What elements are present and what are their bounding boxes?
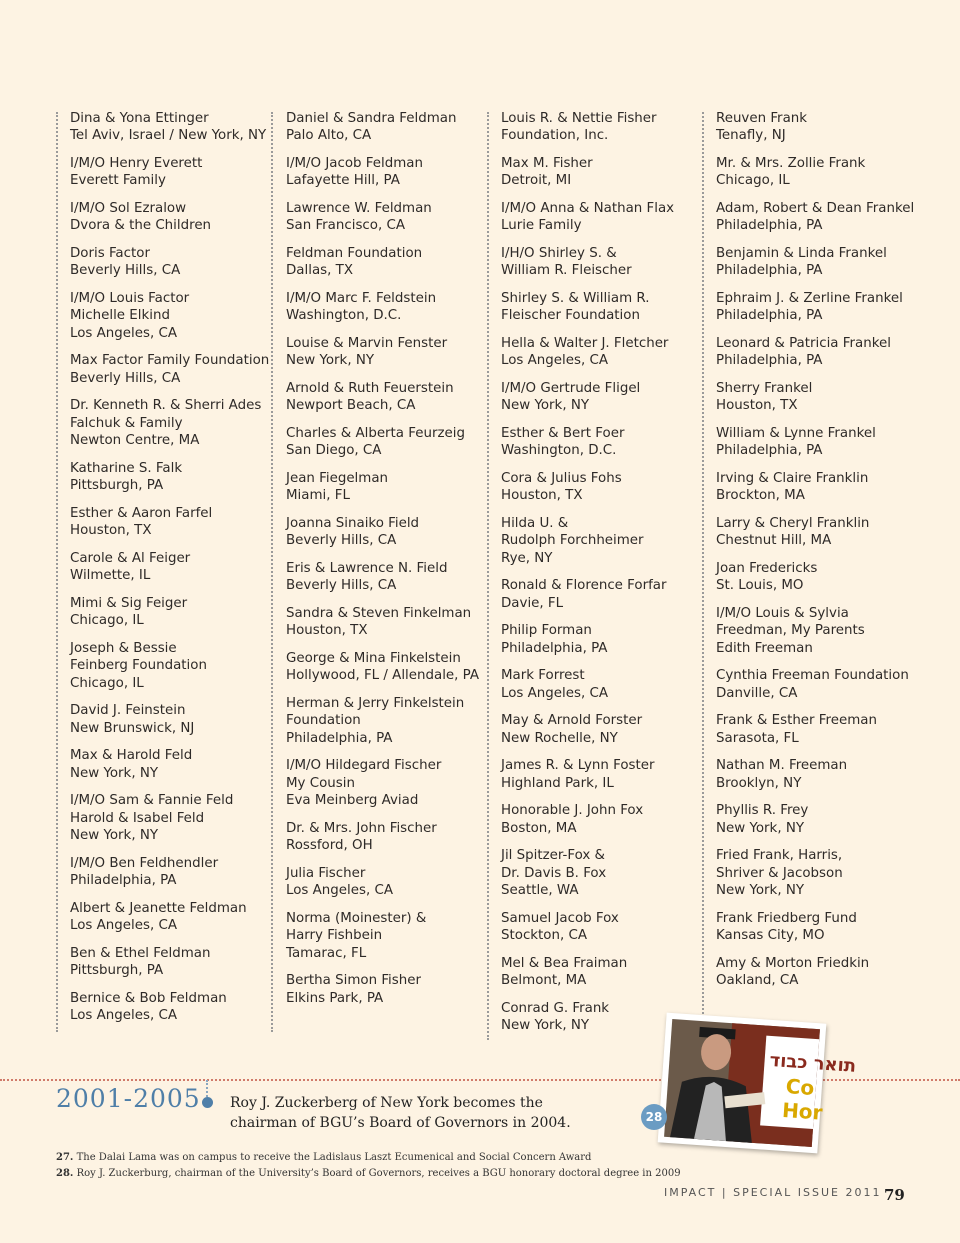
donor-detail: Houston, TX [501,488,583,504]
donor-detail: My Cousin [286,775,355,791]
donor-name: Herman & Jerry Finkelstein [286,696,465,711]
donor-entry [716,955,914,990]
donor-entry [70,110,269,145]
donor-detail: Beverly Hills, CA [286,578,397,594]
donor-name: Ephraim J. & Zerline Frankel [716,291,903,306]
donor-entry [286,290,479,325]
donor-entry [286,155,479,190]
donor-detail: Beverly Hills, CA [70,263,181,279]
donor-detail: Lurie Family [501,218,582,234]
donor-name: Phyllis R. Frey [716,803,809,819]
donor-entry [286,425,479,460]
donor-name: May & Arnold Forster [501,713,643,729]
donor-detail: Brooklyn, NY [716,775,802,791]
donor-detail: New York, NY [501,398,590,414]
donor-name: Jil Spitzer-Fox & [501,848,605,864]
photo-badge: 28 [641,1104,667,1130]
donor-name: Max & Harold Feld [70,748,193,764]
donor-detail: Elkins Park, PA [286,990,384,1006]
footnote: 27. The Dalai Lama was on campus to receive the Ladislaus Laszt Ecumenical and Social Concern Award [56,1152,592,1163]
donor-detail: Chicago, IL [70,675,144,691]
donor-name: Bernice & Bob Feldman [70,990,227,1006]
donor-detail: Pittsburgh, PA [70,963,164,979]
donor-entry [286,110,479,145]
donor-entry [501,910,674,945]
donor-entry [70,550,269,585]
donor-detail: Beverly Hills, CA [286,533,397,549]
donor-entry [286,380,479,415]
donor-name: I/M/O Louis Factor [70,291,190,306]
donor-name: Julia Fischer [286,865,366,881]
donor-name: Dr. & Mrs. John Fischer [286,820,437,836]
donor-detail: Philadelphia, PA [716,443,823,459]
donor-name: Sandra & Steven Finkelman [286,606,472,621]
donor-name: Leonard & Patricia Frankel [716,336,891,351]
donor-detail: Chicago, IL [70,613,144,629]
donor-detail: New York, NY [70,828,159,844]
donor-detail: Danville, CA [716,685,798,701]
donor-name: Dr. Kenneth R. & Sherri Ades [70,398,262,414]
donor-name: Cora & Julius Fohs [501,471,622,486]
donor-name: Samuel Jacob Fox [501,910,619,926]
donor-name: Mel & Bea Fraiman [501,955,628,971]
donor-name: I/M/O Gertrude Fligel [501,381,641,396]
donor-detail: Pittsburgh, PA [70,478,164,494]
donor-entry [501,577,674,612]
donor-column-2 [286,110,479,1017]
graduation-photo [664,1019,857,1147]
donor-column-1 [70,110,269,1035]
publication-footer: IMPACT | SPECIAL ISSUE 2011 [664,1186,882,1199]
donor-detail: Los Angeles, CA [70,1008,177,1024]
donor-detail: New Brunswick, NJ [70,720,195,736]
donor-entry [716,667,914,702]
donor-name: Carole & Al Feiger [70,550,191,566]
donor-name: Ben & Ethel Feldman [70,945,211,961]
donor-entry [286,605,479,640]
donor-name: Joanna Sinaiko Field [286,516,420,531]
donor-column-4 [716,110,914,1000]
donor-entry [286,200,479,235]
donor-entry [716,847,914,899]
donor-entry [501,380,674,415]
donor-entry [501,667,674,702]
donor-detail: Harold & Isabel Feld [70,810,205,826]
donor-name: James R. & Lynn Foster [501,758,655,774]
donor-detail: Houston, TX [70,523,152,539]
donor-detail: Palo Alto, CA [286,128,372,144]
donor-entry [70,640,269,692]
donor-name: I/M/O Anna & Nathan Flax [501,201,675,216]
donor-entry [501,622,674,657]
donor-name: Honorable J. John Fox [501,803,644,819]
donor-entry [716,380,914,415]
donor-detail: Davie, FL [501,595,564,611]
donor-entry [501,290,674,325]
donor-entry [286,695,479,747]
donor-entry [716,110,914,145]
donor-entry [716,605,914,657]
donor-entry [286,560,479,595]
donor-detail: Houston, TX [286,623,368,639]
donor-detail: Philadelphia, PA [716,308,823,324]
donor-name: Joan Fredericks [716,561,818,576]
donor-name: Katharine S. Falk [70,460,183,476]
timeline-text: Roy J. Zuckerberg of New York becomes the chairman of BGU’s Board of Governors in 2004. [230,1095,571,1131]
donor-name: I/M/O Marc F. Feldstein [286,291,437,306]
donor-detail: Stockton, CA [501,928,588,944]
donor-detail: Rossford, OH [286,838,373,854]
banner-hebrew-text: תואר כבוד [768,1049,857,1077]
donor-entry [70,352,269,387]
donor-entry [501,335,674,370]
donor-name: Louise & Marvin Fenster [286,336,448,351]
donor-entry [70,460,269,495]
donor-name: Dina & Yona Ettinger [70,111,209,126]
donor-entry [716,470,914,505]
donor-name: Albert & Jeanette Feldman [70,900,247,916]
donor-detail: Fleischer Foundation [501,308,640,324]
donor-name: I/M/O Henry Everett [70,156,203,171]
donor-name: Charles & Alberta Feurzeig [286,426,465,441]
donor-entry [716,425,914,460]
donor-detail: Los Angeles, CA [70,918,177,934]
donor-entry [716,712,914,747]
donor-detail: Dallas, TX [286,263,354,279]
donor-detail: Chicago, IL [716,173,790,189]
donor-detail: Miami, FL [286,488,350,504]
donor-entry [501,200,674,235]
donor-detail: Beverly Hills, CA [70,370,181,386]
donor-name: Mimi & Sig Feiger [70,595,188,611]
donor-entry [70,990,269,1025]
donor-entry [70,747,269,782]
donor-detail: Falchuk & Family [70,415,183,431]
donor-entry [70,290,269,342]
donor-detail: New York, NY [501,1018,590,1034]
donor-name: William & Lynne Frankel [716,426,876,441]
donor-entry [70,245,269,280]
donor-detail: Chestnut Hill, MA [716,533,832,549]
donor-entry [286,245,479,280]
column-divider [271,112,273,1032]
donor-detail: St. Louis, MO [716,578,804,594]
donor-detail: Brockton, MA [716,488,805,504]
donor-detail: Philadelphia, PA [70,873,177,889]
donor-name: I/M/O Hildegard Fischer [286,758,442,774]
donor-entry [286,910,479,962]
donor-name: Mr. & Mrs. Zollie Frank [716,156,866,171]
page-number: 79 [884,1186,905,1204]
donor-entry [501,155,674,190]
donor-entry [70,945,269,980]
donor-name: Irving & Claire Franklin [716,471,869,486]
donor-name: Nathan M. Freeman [716,758,848,774]
donor-detail: New York, NY [716,820,805,836]
donor-detail: Washington, D.C. [286,308,402,324]
donor-entry [286,470,479,505]
donor-entry [70,595,269,630]
donor-name: I/M/O Ben Feldhendler [70,855,219,871]
donor-entry [70,702,269,737]
donor-name: Sherry Frankel [716,381,813,396]
donor-entry [70,200,269,235]
donor-detail: New York, NY [716,883,805,899]
donor-detail: Boston, MA [501,820,577,836]
donor-name: Fried Frank, Harris, [716,848,843,864]
donor-entry [716,802,914,837]
donor-entry [716,290,914,325]
donor-detail: Freedman, My Parents [716,623,865,639]
donor-name: Hilda U. & [501,516,569,531]
donor-entry [501,425,674,460]
donor-detail: Detroit, MI [501,173,572,189]
donor-entry [716,910,914,945]
donor-detail: Houston, TX [716,398,798,414]
donor-detail: Wilmette, IL [70,568,151,584]
donor-column-3 [501,110,674,1045]
donor-name: Arnold & Ruth Feuerstein [286,381,454,396]
donor-name: Frank Friedberg Fund [716,910,857,926]
donor-entry [501,470,674,505]
donor-entry [501,802,674,837]
donor-name: Shirley S. & William R. [501,291,650,306]
donor-name: Feldman Foundation [286,246,423,261]
donor-name: Mark Forrest [501,668,585,684]
donor-detail: Rudolph Forchheimer [501,533,644,549]
donor-detail: Los Angeles, CA [501,353,608,369]
donor-entry [501,712,674,747]
donor-name: Max Factor Family Foundation [70,353,270,369]
donor-entry [501,757,674,792]
donor-entry [286,757,479,809]
donor-entry [70,505,269,540]
donor-detail: Los Angeles, CA [501,685,608,701]
donor-detail: Philadelphia, PA [716,218,823,234]
donor-name: Philip Forman [501,623,592,639]
donor-detail: New Rochelle, NY [501,730,618,746]
donor-name: Esther & Bert Foer [501,426,625,441]
donor-entry [501,955,674,990]
donor-entry [70,900,269,935]
donor-name: Lawrence W. Feldman [286,201,432,216]
donor-entry [501,1000,674,1035]
column-divider [702,112,704,1014]
donor-name: Ronald & Florence Forfar [501,578,667,594]
donor-name: Norma (Moinester) & [286,910,427,926]
donor-detail: Sarasota, FL [716,730,799,746]
donor-entry [70,792,269,844]
donor-detail: Seattle, WA [501,883,579,899]
donor-detail: Lafayette Hill, PA [286,173,400,189]
donor-entry [286,650,479,685]
donor-entry [501,110,674,145]
donor-detail: Oakland, CA [716,973,799,989]
donor-detail: Michelle Elkind [70,308,170,324]
donor-entry [70,155,269,190]
donor-detail: Eva Meinberg Aviad [286,793,419,809]
donor-detail: New York, NY [286,353,375,369]
donor-detail: Foundation [286,713,361,729]
donor-name: Max M. Fisher [501,156,593,171]
donor-entry [286,972,479,1007]
donor-name: I/M/O Louis & Sylvia [716,606,849,621]
donor-name: Larry & Cheryl Franklin [716,516,870,531]
donor-detail: Tel Aviv, Israel / New York, NY [70,128,267,144]
donor-detail: Dr. Davis B. Fox [501,865,607,881]
donor-name: Eris & Lawrence N. Field [286,561,448,576]
banner-text: Co [785,1074,816,1101]
donor-name: Benjamin & Linda Frankel [716,246,887,261]
donor-detail: Philadelphia, PA [286,730,393,746]
donor-name: Amy & Morton Friedkin [716,955,870,971]
donor-detail: Newport Beach, CA [286,398,416,414]
photo [658,1013,857,1154]
donor-detail: Dvora & the Children [70,218,212,234]
donor-detail: Hollywood, FL / Allendale, PA [286,668,480,684]
donor-name: George & Mina Finkelstein [286,651,461,666]
donor-detail: Los Angeles, CA [286,883,393,899]
donor-detail: Harry Fishbein [286,928,383,944]
donor-entry [716,335,914,370]
donor-entry [716,515,914,550]
donor-detail: Los Angeles, CA [70,325,177,341]
donor-entry [716,245,914,280]
donor-name: Conrad G. Frank [501,1000,610,1016]
timeline-dot [202,1097,213,1108]
donor-detail: Rye, NY [501,550,553,566]
donor-entry [501,515,674,567]
donor-name: David J. Feinstein [70,703,186,719]
donor-detail: Newton Centre, MA [70,433,200,449]
footnote: 28. Roy J. Zuckerburg, chairman of the University’s Board of Governors, receives a BGU honorary doctoral degree in 2009 [56,1168,681,1179]
donor-name: I/H/O Shirley S. & [501,246,617,261]
donor-name: Adam, Robert & Dean Frankel [716,201,915,216]
donor-detail: William R. Fleischer [501,263,632,279]
donor-entry [286,865,479,900]
donor-name: Esther & Aaron Farfel [70,505,213,521]
donor-detail: Feinberg Foundation [70,658,207,674]
donor-detail: Belmont, MA [501,973,587,989]
column-divider [56,112,58,1032]
donor-entry [716,757,914,792]
donor-entry [70,397,269,449]
donor-detail: Philadelphia, PA [501,640,608,656]
donor-name: Doris Factor [70,246,150,261]
donor-detail: Tamarac, FL [286,945,367,961]
donor-detail: New York, NY [70,765,159,781]
donor-detail: San Diego, CA [286,443,382,459]
donor-name: Cynthia Freeman Foundation [716,668,909,684]
donor-entry [501,245,674,280]
donor-entry [70,855,269,890]
donor-entry [286,820,479,855]
donor-entry [286,335,479,370]
donor-name: I/M/O Sam & Fannie Feld [70,793,234,809]
donor-entry [716,155,914,190]
donor-entry [716,200,914,235]
donor-detail: Edith Freeman [716,640,813,656]
donor-name: Louis R. & Nettie Fisher [501,111,657,126]
donor-name: Bertha Simon Fisher [286,973,421,989]
donor-detail: San Francisco, CA [286,218,406,234]
donor-detail: Highland Park, IL [501,775,614,791]
donor-name: I/M/O Sol Ezralow [70,201,187,216]
donor-detail: Washington, D.C. [501,443,617,459]
donor-detail: Everett Family [70,173,166,189]
donor-name: Jean Fiegelman [286,471,389,486]
donor-entry [716,560,914,595]
donor-name: Frank & Esther Freeman [716,713,877,729]
donor-entry [286,515,479,550]
banner-text: Hor [781,1097,824,1125]
donor-detail: Tenafly, NJ [716,128,786,144]
donor-name: Hella & Walter J. Fletcher [501,336,669,351]
donor-detail: Foundation, Inc. [501,128,609,144]
timeline-years: 2001-2005 [56,1084,201,1113]
donor-name: I/M/O Jacob Feldman [286,156,423,171]
donor-name: Daniel & Sandra Feldman [286,111,457,126]
column-divider [487,112,489,1040]
donor-detail: Philadelphia, PA [716,353,823,369]
footnotes [56,1150,681,1182]
donor-detail: Philadelphia, PA [716,263,823,279]
donor-entry [501,847,674,899]
donor-name: Joseph & Bessie [70,640,177,656]
donor-name: Reuven Frank [716,111,808,126]
donor-detail: Kansas City, MO [716,928,825,944]
donor-detail: Shriver & Jacobson [716,865,843,881]
